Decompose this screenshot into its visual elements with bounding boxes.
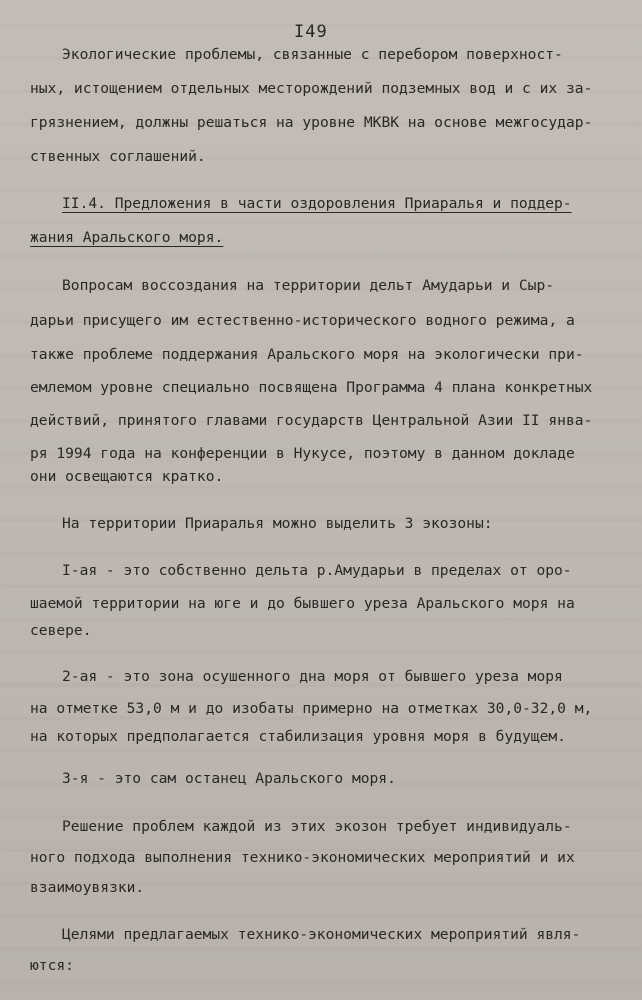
paragraph-6-line-2: на отметке 53,0 м и до изобаты примерно на отметках 30,0-32,0 м, — [30, 700, 593, 717]
paragraph-9-line-1: Целями предлагаемых технико-экономических мероприятий явля- — [62, 926, 581, 943]
paragraph-3-line-5: действий, принятого главами государств Центральной Азии II янва- — [30, 412, 593, 429]
paragraph-6-line-1: 2-ая - это зона осушенного дна моря от бывшего уреза моря — [62, 668, 563, 685]
paragraph-8-line-2: ного подхода выполнения технико-экономических мероприятий и их — [30, 849, 575, 866]
paragraph-8-line-1: Решение проблем каждой из этих экозон требует индивидуаль- — [62, 818, 572, 835]
paragraph-1-line-3: грязнением, должны решаться на уровне МКВК на основе межгосудар- — [30, 114, 593, 131]
paragraph-3-line-7: они освещаются кратко. — [30, 468, 224, 485]
paragraph-9-line-2: ются: — [30, 957, 74, 974]
paragraph-5-line-2: шаемой территории на юге и до бывшего уреза Аральского моря на — [30, 595, 575, 612]
paragraph-6-line-3: на которых предполагается стабилизация уровня моря в будущем. — [30, 728, 566, 745]
paragraph-3-line-4: емлемом уровне специально посвящена Программа 4 плана конкретных — [30, 379, 593, 396]
paragraph-3-line-1: Вопросам воссоздания на территории дельт Амударьи и Сыр- — [62, 277, 555, 294]
paragraph-3-line-2: дарьи присущего им естественно-исторического водного режима, а — [30, 312, 575, 329]
paragraph-7-line-1: 3-я - это сам останец Аральского моря. — [62, 770, 396, 787]
paragraph-1-line-4: ственных соглашений. — [30, 148, 206, 165]
section-heading-line-1: II.4. Предложения в части оздоровления Приаралья и поддер- — [62, 195, 572, 212]
section-heading-line-2: жания Аральского моря. — [30, 229, 224, 246]
paragraph-3-line-6: ря 1994 года на конференции в Нукусе, поэтому в данном докладе — [30, 445, 575, 462]
paragraph-3-line-3: также проблеме поддержания Аральского моря на экологически при- — [30, 346, 584, 363]
paragraph-5-line-3: севере. — [30, 622, 92, 639]
paragraph-5-line-1: I-ая - это собственно дельта р.Амударьи в пределах от оро- — [62, 562, 572, 579]
paragraph-4-line-1: На территории Приаралья можно выделить 3 экозоны: — [62, 515, 493, 532]
paragraph-1-line-2: ных, истощением отдельных месторождений подземных вод и с их за- — [30, 80, 593, 97]
page-number: I49 — [294, 22, 328, 42]
paragraph-8-line-3: взаимоувязки. — [30, 879, 145, 896]
paragraph-1-line-1: Экологические проблемы, связанные с перебором поверхност- — [62, 46, 563, 63]
